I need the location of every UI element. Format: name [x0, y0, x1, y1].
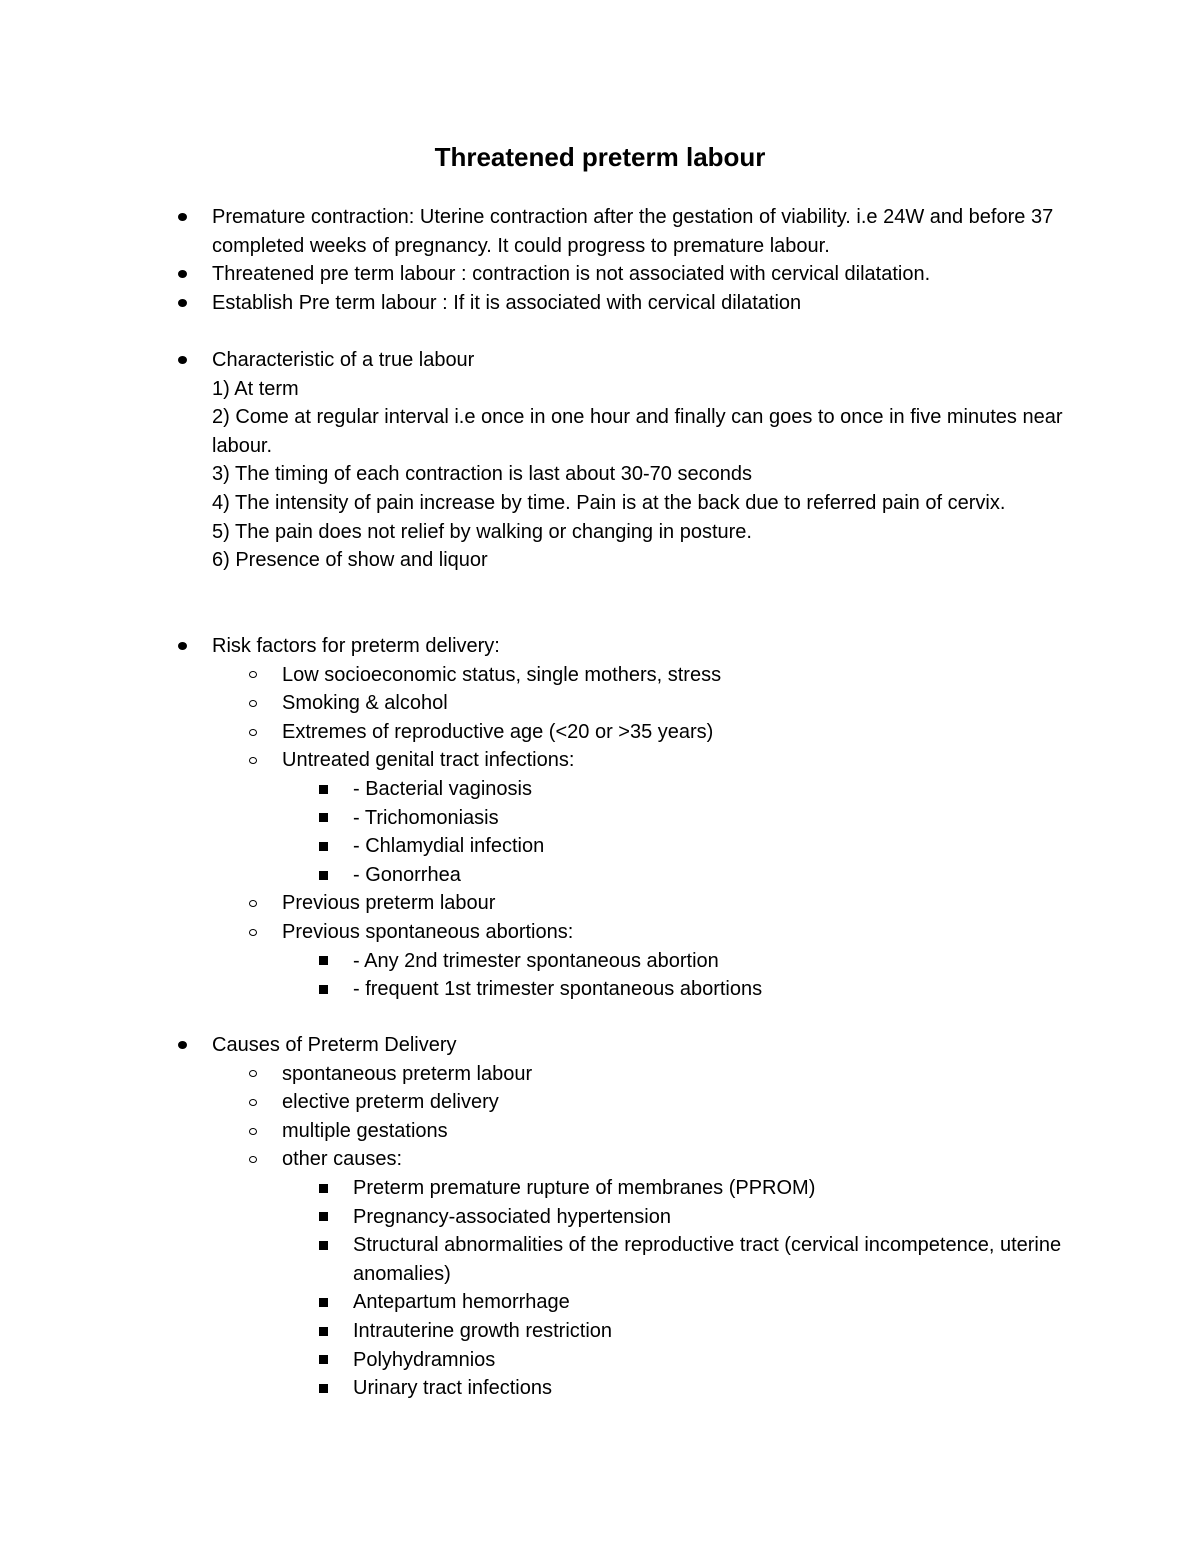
list-item [0, 260, 1072, 289]
item-text: Previous spontaneous abortions: [282, 920, 574, 943]
item-text: Premature contraction: Uterine contraction after the gestation of viability. i.e 24W and before 37 completed weeks of pregnancy. It could progress to premature labour. [212, 206, 1054, 257]
list-item [0, 775, 1073, 804]
item-text: Smoking & alcohol [282, 692, 448, 715]
item-text: Pregnancy-associated hypertension [353, 1205, 671, 1228]
item-text: - frequent 1st trimester spontaneous abortions [353, 978, 763, 1001]
list-item [0, 947, 1073, 976]
list-item [0, 1031, 1072, 1060]
square-bullet-icon [315, 947, 331, 976]
list-item [0, 889, 1072, 918]
section-heading: Risk factors for preterm delivery: [212, 635, 500, 657]
square-bullet-icon [315, 1174, 331, 1203]
square-bullet-icon [315, 1317, 331, 1346]
disc-bullet-icon [174, 1031, 190, 1060]
list-item [0, 1374, 1073, 1403]
list-item [0, 804, 1073, 833]
list-item [0, 689, 1072, 718]
item-text: - Bacterial vaginosis [353, 777, 532, 800]
section-heading: Causes of Preterm Delivery [212, 1034, 457, 1056]
square-bullet-icon [315, 832, 331, 861]
page-title: Threatened preterm labour [434, 142, 766, 172]
list-item [0, 289, 1072, 318]
numbered-point: 6) Presence of show and liquor [212, 549, 488, 572]
item-text: - Trichomoniasis [353, 806, 499, 829]
list-item [0, 832, 1073, 861]
list-item [0, 1203, 1073, 1232]
item-text: Threatened pre term labour : contraction is not associated with cervical dilatation. [212, 263, 931, 286]
item-text: Preterm premature rupture of membranes (PPROM) [353, 1176, 816, 1199]
list-item [0, 632, 1072, 661]
true-labour-section [0, 346, 1200, 575]
circle-bullet-icon [245, 718, 261, 747]
item-text: Urinary tract infections [353, 1377, 552, 1400]
list-item [0, 1288, 1073, 1317]
item-text: Structural abnormalities of the reproductive tract (cervical incompetence, uterine anomalies) [353, 1234, 1062, 1285]
list-item [0, 346, 1072, 375]
circle-bullet-icon [245, 746, 261, 775]
list-item [0, 718, 1072, 747]
item-text: Previous preterm labour [282, 892, 496, 915]
list-item [0, 1060, 1072, 1089]
item-text: spontaneous preterm labour [282, 1062, 533, 1085]
list-item [0, 1231, 1073, 1288]
square-bullet-icon [315, 861, 331, 890]
square-bullet-icon [315, 975, 331, 1004]
square-bullet-icon [315, 1203, 331, 1232]
list-item [0, 1145, 1072, 1174]
list-item [0, 1088, 1072, 1117]
numbered-point: 4) The intensity of pain increase by time. Pain is at the back due to referred pain of cervix. [212, 491, 1006, 514]
list-item [0, 1346, 1073, 1375]
numbered-point: 2) Come at regular interval i.e once in one hour and finally can goes to once in five minutes near labour. [212, 406, 1063, 457]
list-item [0, 746, 1072, 775]
disc-bullet-icon [174, 289, 190, 318]
list-item [0, 975, 1073, 1004]
item-text: Polyhydramnios [353, 1348, 496, 1371]
disc-bullet-icon [174, 346, 190, 375]
list-item [0, 918, 1072, 947]
square-bullet-icon [315, 804, 331, 833]
item-text: - Any 2nd trimester spontaneous abortion [353, 949, 719, 972]
list-item [0, 1117, 1072, 1146]
square-bullet-icon [315, 1374, 331, 1403]
square-bullet-icon [315, 1231, 331, 1260]
circle-bullet-icon [245, 1145, 261, 1174]
item-text: - Chlamydial infection [353, 835, 545, 858]
causes-section [0, 1031, 1200, 1403]
list-item [0, 1174, 1073, 1203]
disc-bullet-icon [174, 632, 190, 661]
disc-bullet-icon [174, 203, 190, 232]
item-text: Extremes of reproductive age (<20 or >35 years) [282, 720, 714, 743]
square-bullet-icon [315, 1346, 331, 1375]
item-text: other causes: [282, 1148, 403, 1171]
list-item [0, 1317, 1073, 1346]
square-bullet-icon [315, 1288, 331, 1317]
list-item [0, 203, 1072, 260]
intro-list [0, 203, 1200, 317]
item-text: Intrauterine growth restriction [353, 1319, 613, 1342]
item-text: multiple gestations [282, 1119, 448, 1142]
disc-bullet-icon [174, 260, 190, 289]
list-item [0, 661, 1072, 690]
section-heading: Characteristic of a true labour [212, 349, 475, 371]
circle-bullet-icon [245, 1088, 261, 1117]
circle-bullet-icon [245, 918, 261, 947]
circle-bullet-icon [245, 889, 261, 918]
item-text: elective preterm delivery [282, 1091, 499, 1114]
circle-bullet-icon [245, 689, 261, 718]
item-text: Antepartum hemorrhage [353, 1291, 570, 1314]
item-text: Untreated genital tract infections: [282, 749, 575, 772]
item-text: - Gonorrhea [353, 863, 461, 886]
square-bullet-icon [315, 775, 331, 804]
risk-factors-section [0, 632, 1200, 1004]
numbered-point: 3) The timing of each contraction is last about 30-70 seconds [212, 463, 752, 486]
list-item [0, 861, 1073, 890]
circle-bullet-icon [245, 661, 261, 690]
item-text: Low socioeconomic status, single mothers, stress [282, 663, 722, 686]
numbered-point: 5) The pain does not relief by walking or changing in posture. [212, 520, 752, 543]
circle-bullet-icon [245, 1060, 261, 1089]
item-text: Establish Pre term labour : If it is associated with cervical dilatation [212, 291, 802, 314]
numbered-point: 1) At term [212, 377, 299, 400]
circle-bullet-icon [245, 1117, 261, 1146]
